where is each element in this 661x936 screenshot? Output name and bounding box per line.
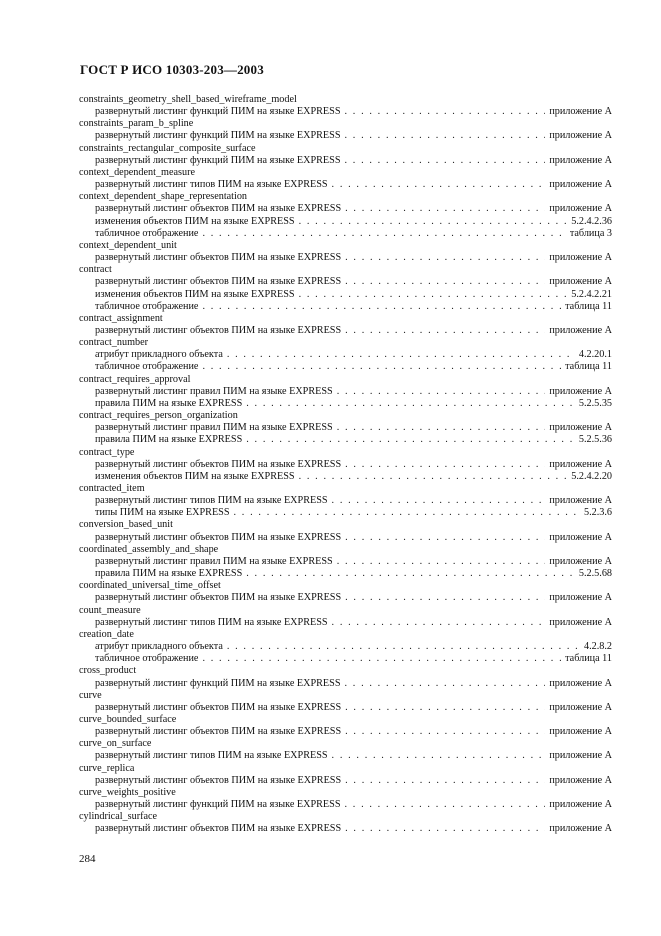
subentry-text: развернутый листинг объектов ПИМ на языке EXPRESS: [95, 252, 342, 264]
index-term: context_dependent_unit: [79, 239, 177, 251]
index-term: contract_assignment: [79, 312, 163, 324]
subentry-reference: 5.2.3.6: [583, 507, 612, 519]
dot-leader: [345, 276, 545, 288]
index-term: cross_product: [79, 665, 137, 677]
dot-leader: [246, 434, 575, 446]
subentry-text: развернутый листинг объектов ПИМ на языке EXPRESS: [95, 531, 342, 543]
dot-leader: [246, 398, 575, 410]
subentry-reference: 4.2.20.1: [578, 349, 612, 361]
dot-leader: [337, 556, 546, 568]
subentry-reference: приложение А: [549, 385, 612, 397]
dot-leader: [345, 775, 545, 787]
subentry-reference: 5.2.4.2.36: [571, 215, 612, 227]
index-term: creation_date: [79, 628, 134, 640]
page-number: 284: [79, 853, 96, 865]
index-term: curve_weights_positive: [79, 786, 176, 798]
subentry-text: развернутый листинг функций ПИМ на языке EXPRESS: [95, 154, 341, 166]
subentry-text: развернутый листинг типов ПИМ на языке EXPRESS: [95, 750, 328, 762]
subentry-text: изменения объектов ПИМ на языке EXPRESS: [95, 470, 295, 482]
subentry-text: развернутый листинг функций ПИМ на языке EXPRESS: [95, 799, 341, 811]
dot-leader: [345, 823, 545, 835]
dot-leader: [299, 289, 568, 301]
dot-leader: [337, 422, 546, 434]
dot-leader: [227, 641, 580, 653]
index-term: contract: [79, 264, 112, 276]
subentry-text: развернутый листинг объектов ПИМ на языке EXPRESS: [95, 774, 342, 786]
subentry-reference: приложение А: [549, 203, 612, 215]
index-term: contract_requires_approval: [79, 373, 191, 385]
index-term: context_dependent_shape_representation: [79, 191, 248, 203]
index-term: count_measure: [79, 604, 141, 616]
dot-leader: [246, 568, 575, 580]
index-term: conversion_based_unit: [79, 519, 173, 531]
dot-leader: [345, 592, 545, 604]
subentry-reference: приложение А: [549, 106, 612, 118]
index-subentry: [79, 726, 612, 738]
index-subentry: [79, 179, 612, 191]
index-subentry: [79, 386, 612, 398]
subentry-reference: приложение А: [549, 555, 612, 567]
index-term: curve_on_surface: [79, 738, 152, 750]
subentry-text: развернутый листинг функций ПИМ на языке EXPRESS: [95, 677, 341, 689]
subentry-reference: таблица 11: [565, 361, 612, 373]
index-subentry: [79, 507, 612, 519]
subentry-reference: 5.2.5.35: [578, 397, 612, 409]
index-subentry: [79, 434, 612, 446]
index-subentry: [79, 641, 612, 653]
dot-leader: [345, 532, 545, 544]
index-list: [79, 94, 612, 836]
subentry-reference: таблица 11: [565, 653, 612, 665]
index-subentry: [79, 799, 612, 811]
subentry-text: развернутый листинг объектов ПИМ на языке EXPRESS: [95, 203, 342, 215]
subentry-text: правила ПИМ на языке EXPRESS: [95, 434, 243, 446]
subentry-reference: приложение А: [549, 252, 612, 264]
index-subentry: [79, 495, 612, 507]
index-subentry: [79, 398, 612, 410]
subentry-text: развернутый листинг объектов ПИМ на языке EXPRESS: [95, 276, 342, 288]
subentry-reference: приложение А: [549, 495, 612, 507]
index-subentry: [79, 750, 612, 762]
index-subentry: [79, 653, 612, 665]
subentry-reference: приложение А: [549, 616, 612, 628]
dot-leader: [345, 203, 545, 215]
dot-leader: [337, 386, 546, 398]
subentry-reference: приложение А: [549, 324, 612, 336]
subentry-text: изменения объектов ПИМ на языке EXPRESS: [95, 288, 295, 300]
index-subentry: [79, 325, 612, 337]
index-term: curve_bounded_surface: [79, 713, 177, 725]
subentry-reference: таблица 3: [569, 227, 612, 239]
subentry-reference: приложение А: [549, 531, 612, 543]
dot-leader: [332, 750, 546, 762]
index-subentry: [79, 301, 612, 313]
subentry-reference: приложение А: [549, 701, 612, 713]
subentry-text: развернутый листинг типов ПИМ на языке EXPRESS: [95, 179, 328, 191]
index-term: context_dependent_measure: [79, 166, 195, 178]
subentry-text: развернутый листинг объектов ПИМ на языке EXPRESS: [95, 592, 342, 604]
subentry-text: развернутый листинг правил ПИМ на языке EXPRESS: [95, 385, 333, 397]
subentry-text: развернутый листинг правил ПИМ на языке EXPRESS: [95, 422, 333, 434]
subentry-text: развернутый листинг объектов ПИМ на языке EXPRESS: [95, 324, 342, 336]
dot-leader: [227, 349, 575, 361]
subentry-reference: 5.2.4.2.21: [571, 288, 612, 300]
index-term: constraints_geometry_shell_based_wireframe_model: [79, 94, 297, 105]
index-subentry: [79, 289, 612, 301]
subentry-reference: приложение А: [549, 154, 612, 166]
index-term: cylindrical_surface: [79, 811, 158, 823]
index-subentry: [79, 592, 612, 604]
index-term: constraints_rectangular_composite_surface: [79, 142, 256, 154]
subentry-text: развернутый листинг функций ПИМ на языке EXPRESS: [95, 130, 341, 142]
subentry-text: изменения объектов ПИМ на языке EXPRESS: [95, 215, 295, 227]
page-header-title: ГОСТ Р ИСО 10303-203—2003: [80, 62, 264, 77]
index-subentry: [79, 155, 612, 167]
dot-leader: [202, 228, 565, 240]
subentry-reference: 5.2.5.68: [578, 568, 612, 580]
subentry-reference: приложение А: [549, 823, 612, 835]
dot-leader: [299, 216, 568, 228]
index-subentry: [79, 276, 612, 288]
subentry-reference: приложение А: [549, 726, 612, 738]
index-subentry: [79, 228, 612, 240]
index-term: constraints_param_b_spline: [79, 118, 194, 130]
subentry-reference: приложение А: [549, 130, 612, 142]
index-subentry: [79, 216, 612, 228]
subentry-reference: приложение А: [549, 799, 612, 811]
dot-leader: [345, 252, 545, 264]
index-subentry: [79, 130, 612, 142]
subentry-reference: приложение А: [549, 750, 612, 762]
subentry-text: типы ПИМ на языке EXPRESS: [95, 507, 230, 519]
subentry-reference: приложение А: [549, 422, 612, 434]
index-subentry: [79, 349, 612, 361]
dot-leader: [202, 653, 561, 665]
subentry-text: правила ПИМ на языке EXPRESS: [95, 568, 243, 580]
subentry-text: табличное отображение: [95, 653, 199, 665]
dot-leader: [344, 799, 545, 811]
subentry-text: табличное отображение: [95, 300, 199, 312]
subentry-text: табличное отображение: [95, 227, 199, 239]
index-term: contract_number: [79, 337, 149, 349]
subentry-reference: приложение А: [549, 458, 612, 470]
subentry-reference: приложение А: [549, 774, 612, 786]
subentry-reference: 5.2.5.36: [578, 434, 612, 446]
index-subentry: [79, 556, 612, 568]
index-term: contract_type: [79, 446, 135, 458]
subentry-text: развернутый листинг правил ПИМ на языке EXPRESS: [95, 555, 333, 567]
index-subentry: [79, 361, 612, 373]
dot-leader: [345, 702, 545, 714]
dot-leader: [344, 155, 545, 167]
index-subentry: [79, 203, 612, 215]
index-subentry: [79, 568, 612, 580]
index-term: coordinated_assembly_and_shape: [79, 543, 219, 555]
subentry-text: развернутый листинг функций ПИМ на языке EXPRESS: [95, 106, 341, 118]
dot-leader: [344, 678, 545, 690]
dot-leader: [344, 130, 545, 142]
subentry-reference: 4.2.8.2: [583, 641, 612, 653]
index-subentry: [79, 459, 612, 471]
subentry-text: правила ПИМ на языке EXPRESS: [95, 397, 243, 409]
dot-leader: [332, 179, 546, 191]
subentry-reference: приложение А: [549, 276, 612, 288]
subentry-text: атрибут прикладного объекта: [95, 641, 223, 653]
subentry-reference: 5.2.4.2.20: [571, 470, 612, 482]
subentry-reference: таблица 11: [565, 300, 612, 312]
index-term: curve_replica: [79, 762, 135, 774]
index-subentry: [79, 678, 612, 690]
dot-leader: [234, 507, 580, 519]
index-term: contracted_item: [79, 483, 145, 494]
subentry-reference: приложение А: [549, 677, 612, 689]
subentry-text: табличное отображение: [95, 361, 199, 373]
dot-leader: [299, 471, 568, 483]
index-subentry: [79, 471, 612, 483]
index-subentry: [79, 422, 612, 434]
subentry-reference: приложение А: [549, 179, 612, 191]
subentry-text: развернутый листинг типов ПИМ на языке EXPRESS: [95, 616, 328, 628]
dot-leader: [345, 459, 545, 471]
subentry-text: развернутый листинг объектов ПИМ на языке EXPRESS: [95, 726, 342, 738]
index-subentry: [79, 702, 612, 714]
dot-leader: [332, 617, 546, 629]
index-subentry: [79, 775, 612, 787]
subentry-text: развернутый листинг объектов ПИМ на языке EXPRESS: [95, 458, 342, 470]
index-subentry: [79, 532, 612, 544]
dot-leader: [345, 726, 545, 738]
dot-leader: [345, 325, 545, 337]
index-subentry: [79, 252, 612, 264]
index-subentry: [79, 823, 612, 835]
subentry-text: развернутый листинг объектов ПИМ на языке EXPRESS: [95, 701, 342, 713]
dot-leader: [202, 361, 561, 373]
index-term: contract_requires_person_organization: [79, 410, 238, 422]
dot-leader: [202, 301, 561, 313]
index-term: coordinated_universal_time_offset: [79, 580, 221, 592]
index-subentry: [79, 106, 612, 118]
subentry-text: атрибут прикладного объекта: [95, 349, 223, 361]
dot-leader: [332, 495, 546, 507]
index-subentry: [79, 617, 612, 629]
subentry-text: развернутый листинг типов ПИМ на языке EXPRESS: [95, 495, 328, 507]
subentry-reference: приложение А: [549, 592, 612, 604]
index-term: curve: [79, 689, 102, 701]
dot-leader: [344, 106, 545, 118]
subentry-text: развернутый листинг объектов ПИМ на языке EXPRESS: [95, 823, 342, 835]
